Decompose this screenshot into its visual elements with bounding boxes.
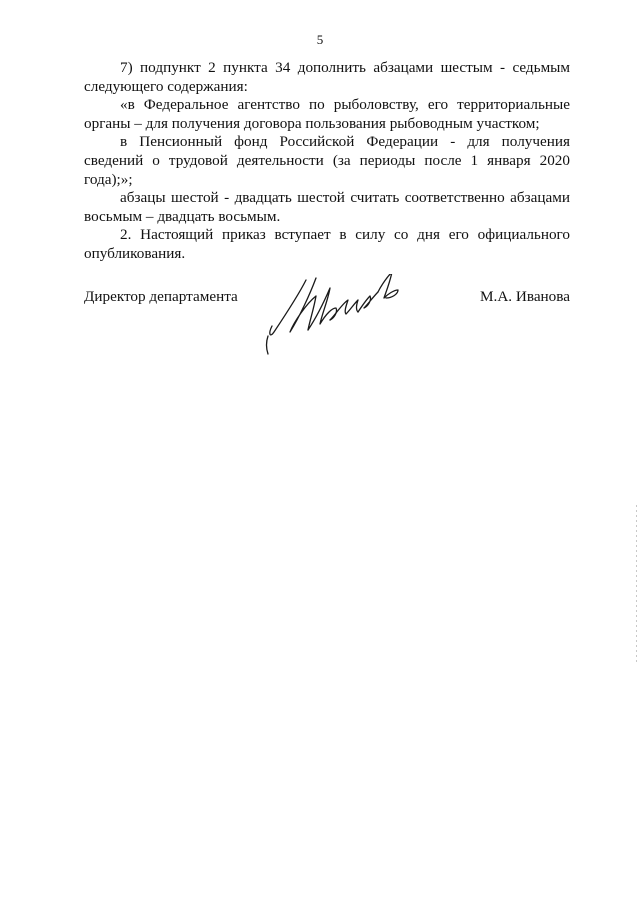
document-body xyxy=(84,59,570,264)
paragraph-amendment-item-7: 7) подпункт 2 пункта 34 дополнить абзацами шестым - седьмым следующего содержания: xyxy=(84,59,570,95)
paragraph-renumbering: абзацы шестой - двадцать шестой считать соответственно абзацами восьмым – двадцать восьмым. xyxy=(84,189,570,225)
paragraph-fishery-agency: «в Федеральное агентство по рыболовству, его территориальные органы – для получения договора пользования рыбоводным участком; xyxy=(84,96,570,132)
paragraph-pension-fund: в Пенсионный фонд Российской Федерации - для получения сведений о трудовой деятельности (за периоды после 1 января 2020 года);»; xyxy=(84,133,570,188)
signatory-name: М.А. Иванова xyxy=(480,288,570,305)
signature-block xyxy=(84,288,570,378)
signatory-title: Директор департамента xyxy=(84,288,238,305)
handwritten-signature xyxy=(260,274,410,364)
paragraph-entry-into-force: 2. Настоящий приказ вступает в силу со дня его официального опубликования. xyxy=(84,226,570,262)
page-number: 5 xyxy=(316,32,324,47)
scan-edge-artifact xyxy=(636,505,637,665)
